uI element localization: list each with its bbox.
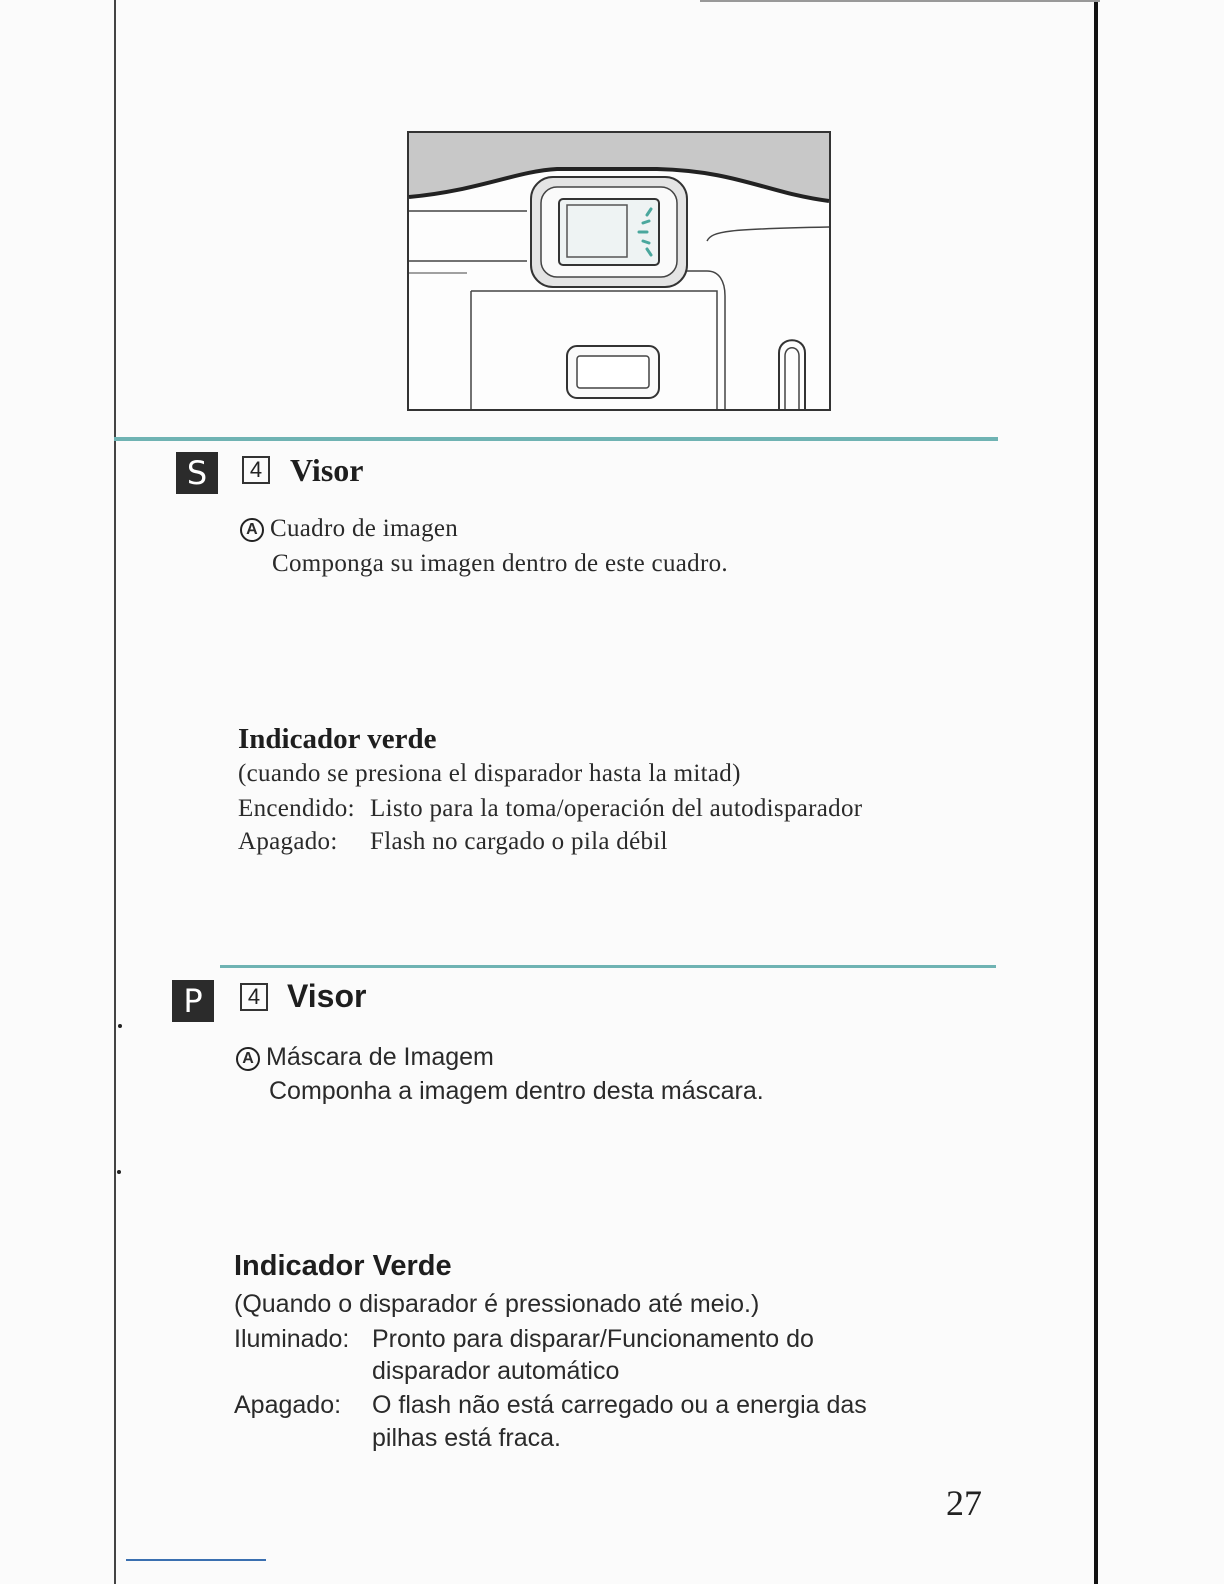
section-title-portuguese: Visor — [287, 978, 367, 1014]
scan-speck — [118, 1024, 122, 1028]
circled-a-marker: A — [236, 1047, 260, 1071]
indicator-off-text-line1-portuguese: O flash não está carregado ou a energia das — [372, 1391, 867, 1419]
scan-edge-right — [1094, 0, 1098, 1584]
indicator-on-label-spanish: Encendido: — [238, 795, 355, 822]
page-number: 27 — [946, 1483, 982, 1523]
indicator-on-label-portuguese: Iluminado: — [234, 1325, 350, 1353]
section-number-box: 4 — [240, 983, 268, 1011]
circled-a-marker: A — [240, 518, 264, 542]
item-a-description-spanish: Componga su imagen dentro de este cuadro. — [272, 550, 728, 577]
item-a-label-text: Cuadro de imagen — [270, 515, 459, 542]
item-a-description-portuguese: Componha a imagem dentro desta máscara. — [269, 1077, 764, 1105]
lang-badge-spanish: S — [176, 452, 218, 494]
indicator-note-spanish: (cuando se presiona el disparador hasta la mitad) — [238, 760, 741, 787]
section-number-box: 4 — [242, 456, 270, 484]
indicator-off-label-portuguese: Apagado: — [234, 1391, 342, 1419]
indicator-on-text-line1-portuguese: Pronto para disparar/Funcionamento do — [372, 1325, 814, 1353]
indicator-off-label-spanish: Apagado: — [238, 828, 338, 855]
indicator-note-portuguese: (Quando o disparador é pressionado até meio.) — [234, 1290, 760, 1318]
indicator-off-text-line2-portuguese: pilhas está fraca. — [372, 1424, 561, 1452]
scan-edge-left — [114, 0, 116, 1584]
indicator-heading-spanish: Indicador verde — [238, 723, 437, 755]
item-a-label-text: Máscara de Imagem — [266, 1043, 494, 1071]
scan-bottom-mark — [126, 1559, 266, 1561]
indicator-on-text-line2-portuguese: disparador automático — [372, 1357, 620, 1385]
viewfinder-illustration — [407, 131, 831, 411]
section-divider-spanish — [114, 437, 998, 441]
section-divider-portuguese — [220, 965, 996, 968]
section-title-spanish: Visor — [290, 452, 364, 488]
item-a-label-portuguese — [236, 1043, 494, 1072]
item-a-label-spanish — [240, 515, 458, 543]
indicator-on-text-spanish: Listo para la toma/operación del autodisparador — [370, 795, 863, 822]
lang-badge-portuguese: P — [172, 980, 214, 1022]
indicator-heading-portuguese: Indicador Verde — [234, 1250, 452, 1282]
indicator-off-text-spanish: Flash no cargado o pila débil — [370, 828, 668, 855]
scan-top-edge — [700, 0, 1100, 2]
scan-speck — [117, 1170, 121, 1174]
